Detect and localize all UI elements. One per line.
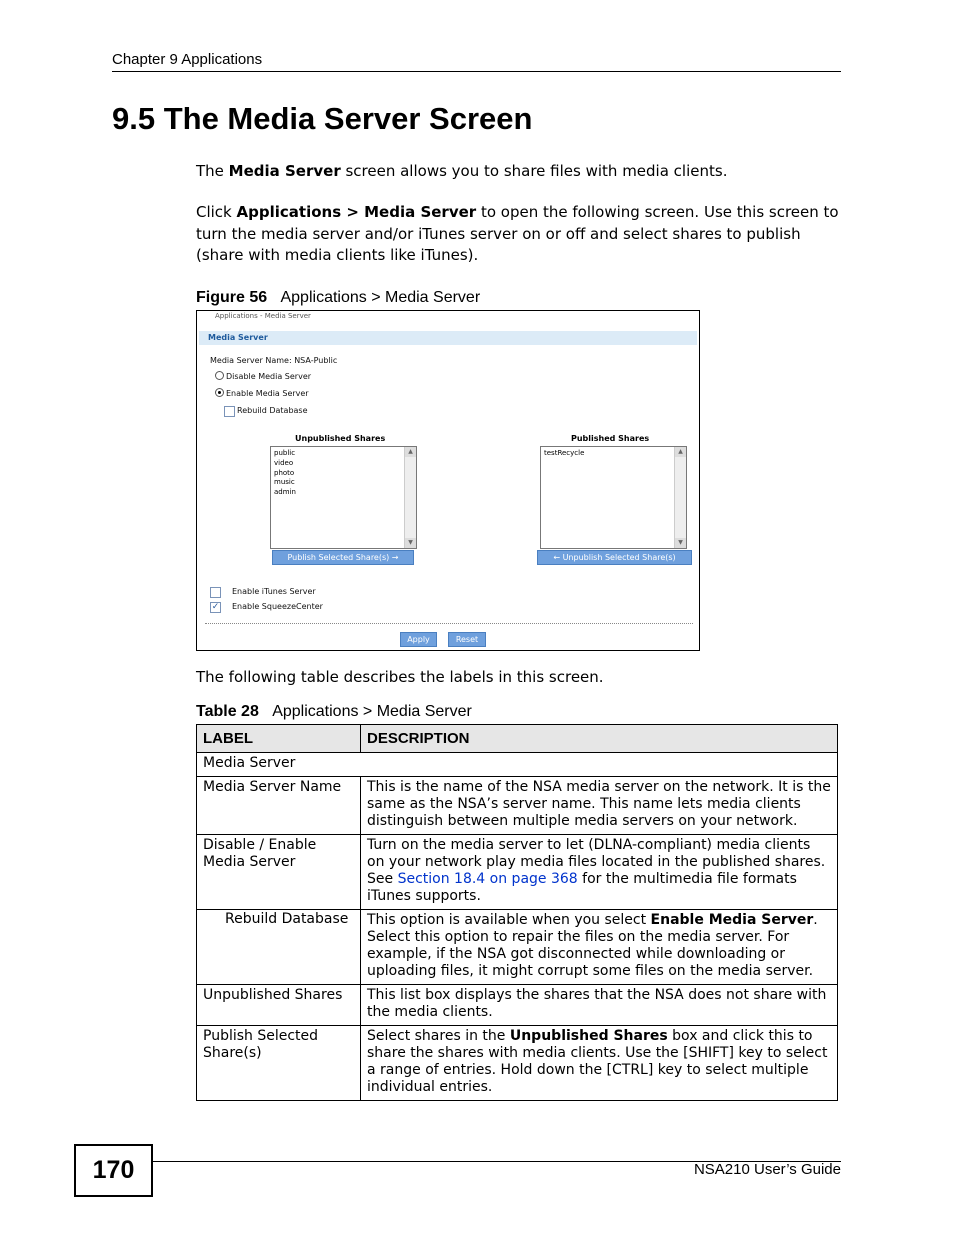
table-row — [197, 985, 838, 1026]
published-list[interactable] — [540, 446, 687, 549]
unpublish-button[interactable]: ← Unpublish Selected Share(s) — [537, 550, 692, 565]
disable-radio[interactable] — [215, 371, 224, 380]
panel-title: Media Server — [208, 333, 268, 342]
squeeze-label: Enable SqueezeCenter — [232, 602, 323, 611]
figure-caption: Figure 56 Applications > Media Server — [196, 289, 481, 306]
row-description: This is the name of the NSA media server on the network. It is the same as the NSA’s server name. This name lets media clients distinguish between multiple media servers on your network. — [361, 777, 838, 835]
itunes-checkbox[interactable] — [210, 587, 221, 598]
share-list-item[interactable]: testRecycle — [544, 449, 585, 457]
guide-title: NSA210 User’s Guide — [693, 1161, 841, 1178]
row-description: This option is available when you select Enable Media Server. Select this option to repair the files on the media server. For example, if the NSA got disconnected while downloading or uploading files, it might corrupt some files on the media server. — [361, 910, 838, 985]
intro-paragraph-2: Click Applications > Media Server to open the following screen. Use this screen to turn the media server and/or iTunes server on or off and select shares to publish (share with media clients like iTunes). — [196, 203, 839, 264]
squeeze-checkbox[interactable]: ✓ — [211, 602, 220, 612]
share-list-item[interactable]: photo — [274, 468, 295, 477]
table-row — [197, 1026, 838, 1101]
intro-paragraph-1: The Media Server screen allows you to share files with media clients. — [196, 162, 728, 180]
media-server-screenshot — [196, 310, 700, 651]
rebuild-label: Rebuild Database — [237, 406, 308, 415]
chapter-header: Chapter 9 Applications — [112, 51, 263, 68]
row-label: Unpublished Shares — [197, 985, 361, 1026]
row-label: Publish Selected Share(s) — [197, 1026, 361, 1101]
group-row: Media Server — [197, 753, 838, 777]
section-link[interactable]: Section 18.4 on page 368 — [397, 871, 578, 887]
row-label: Disable / Enable Media Server — [197, 835, 361, 910]
table-row — [197, 910, 838, 985]
section-title: 9.5 The Media Server Screen — [112, 101, 533, 136]
share-list-item[interactable]: admin — [274, 488, 296, 497]
apply-button[interactable]: Apply — [400, 632, 437, 647]
published-header: Published Shares — [571, 434, 650, 443]
unpublished-list[interactable] — [270, 446, 417, 549]
row-label: Media Server Name — [197, 777, 361, 835]
divider — [205, 623, 693, 624]
column-header-label: LABEL — [197, 725, 361, 753]
screenshot-breadcrumb: Applications - Media Server — [215, 312, 311, 320]
table-row — [197, 777, 838, 835]
disable-label: Disable Media Server — [226, 372, 312, 381]
unpublished-header: Unpublished Shares — [295, 434, 386, 443]
enable-label: Enable Media Server — [226, 389, 309, 398]
enable-radio[interactable] — [215, 388, 224, 397]
row-description: Turn on the media server to let (DLNA-compliant) media clients on your network play media files located in the published shares. See Section 18.4 on page 368 for the multimedia file formats iTunes supports. — [361, 835, 838, 910]
table-intro: The following table describes the labels in this screen. — [196, 668, 604, 686]
panel-title-bar — [199, 331, 697, 345]
published-scrollbar[interactable] — [674, 447, 686, 548]
page-number: 170 — [74, 1144, 153, 1197]
scroll-up-icon[interactable]: ▲ — [675, 447, 686, 457]
scroll-down-icon[interactable]: ▼ — [675, 538, 686, 548]
server-name-label: Media Server Name: NSA-Public — [210, 356, 338, 365]
scroll-down-icon[interactable]: ▼ — [405, 538, 416, 548]
scroll-up-icon[interactable]: ▲ — [405, 447, 416, 457]
rebuild-checkbox[interactable] — [224, 406, 235, 417]
table-row — [197, 835, 838, 910]
column-header-description: DESCRIPTION — [361, 725, 838, 753]
header-rule — [112, 71, 841, 72]
row-label: Rebuild Database — [197, 910, 361, 985]
row-description: This list box displays the shares that the NSA does not share with the media clients. — [361, 985, 838, 1026]
share-list-item[interactable]: public — [274, 449, 296, 457]
table-caption: Table 28 Applications > Media Server — [196, 703, 472, 720]
share-list-item[interactable]: video — [274, 458, 294, 467]
table-row — [197, 753, 838, 777]
itunes-label: Enable iTunes Server — [232, 587, 316, 596]
unpublished-scrollbar[interactable] — [404, 447, 416, 548]
reset-button[interactable]: Reset — [448, 632, 486, 647]
share-list-item[interactable]: music — [274, 478, 295, 487]
row-description: Select shares in the Unpublished Shares box and click this to share the shares with media clients. Use the [SHIFT] key to select a range of entries. Hold down the [CTRL] key to select multiple individual entries. — [361, 1026, 838, 1101]
publish-button[interactable]: Publish Selected Share(s) → — [272, 550, 414, 565]
label-description-table — [196, 724, 838, 1101]
